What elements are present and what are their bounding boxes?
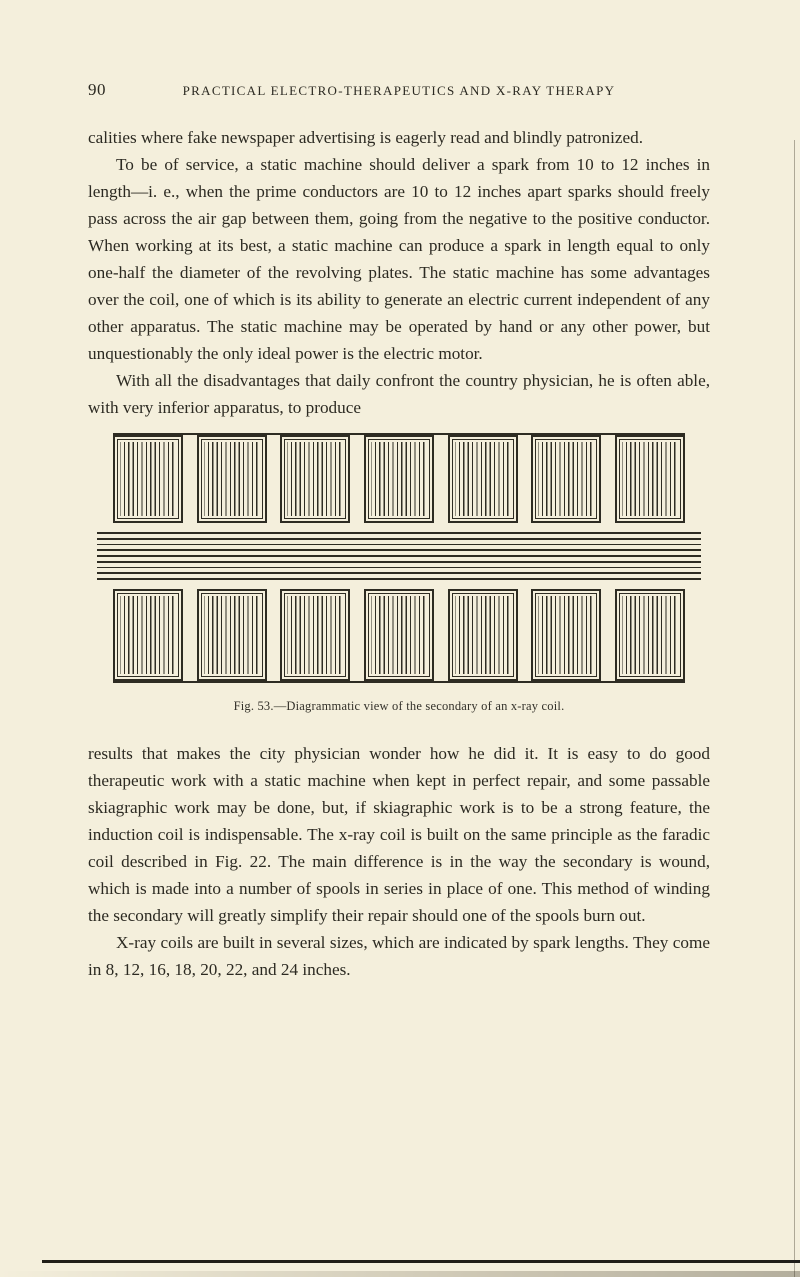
paragraph-2: To be of service, a static machine should deliver a spark from 10 to 12 inches in length—i. e., when the prime conductors are 10 to 12 inches apart sparks should freely pass across the air gap between them, going from the negative to the positive conductor. When working at its best, a static machine can produce a spark in length equal to only one-half the diameter of the revolving plates. The static machine has some advantages over the coil, one of which is its ability to generate an electric current independent of any other apparatus. The static machine may be operated by hand or any other power, but unquestionably the only ideal power is the electric motor. [88,155,710,363]
core-line [97,538,701,540]
coil-section [280,589,350,681]
core-line [97,561,701,563]
scan-bottom-line [42,1260,800,1263]
core-line [97,544,701,546]
paragraph-4: results that makes the city physician wonder how he did it. It is easy to do good therapeutic work with a static machine when kept in perfect repair, and some passable skiagraphic work may be done, but, if skiagraphic work is to be a strong feature, the induction coil is indispensable. The x-ray coil is built on the same principle as the faradic coil described in Fig. 22. The main difference is in the way the secondary is wound, which is made into a number of spools in series in place of one. This method of winding the secondary will greatly simplify their repair should one of the spools burn out. [88,744,710,925]
coil-section [113,589,183,681]
page-number: 90 [88,80,106,99]
coil-section [364,435,434,523]
figure-core [97,532,701,580]
coil-section [197,435,267,523]
coil-section [113,435,183,523]
core-line [97,578,701,580]
figure-caption: Fig. 53.—Diagrammatic view of the secondary of an x-ray coil. [233,699,565,713]
core-line [97,572,701,574]
running-head [88,80,710,102]
paragraph-1: calities where fake newspaper advertising is eagerly read and blindly patronized. [88,128,644,147]
coil-section [364,589,434,681]
figure-top-row [113,433,685,523]
core-line [97,567,701,569]
figure-53 [113,433,685,683]
figure-bottom-row [113,589,685,683]
coil-section [615,435,685,523]
paragraph-3: With all the disadvantages that daily confront the country physician, he is often able, with very inferior apparatus, to produce [88,371,710,417]
core-line [97,555,701,557]
coil-section [448,435,518,523]
coil-section [197,589,267,681]
coil-section [615,589,685,681]
body-text-after-figure [88,740,710,983]
page-edge-line [794,140,796,1277]
page-content [88,80,710,983]
coil-section [280,435,350,523]
coil-section [531,435,601,523]
core-line [97,532,701,534]
scan-bottom-shadow [0,1271,800,1277]
body-text [88,124,710,421]
coil-section [448,589,518,681]
coil-section [531,589,601,681]
paragraph-5: X-ray coils are built in several sizes, which are indicated by spark lengths. They come in 8, 12, 16, 18, 20, 22, and 24 inches. [88,933,710,979]
running-title: PRACTICAL ELECTRO-THERAPEUTICS AND X-RAY THERAPY [182,83,616,98]
core-line [97,549,701,551]
